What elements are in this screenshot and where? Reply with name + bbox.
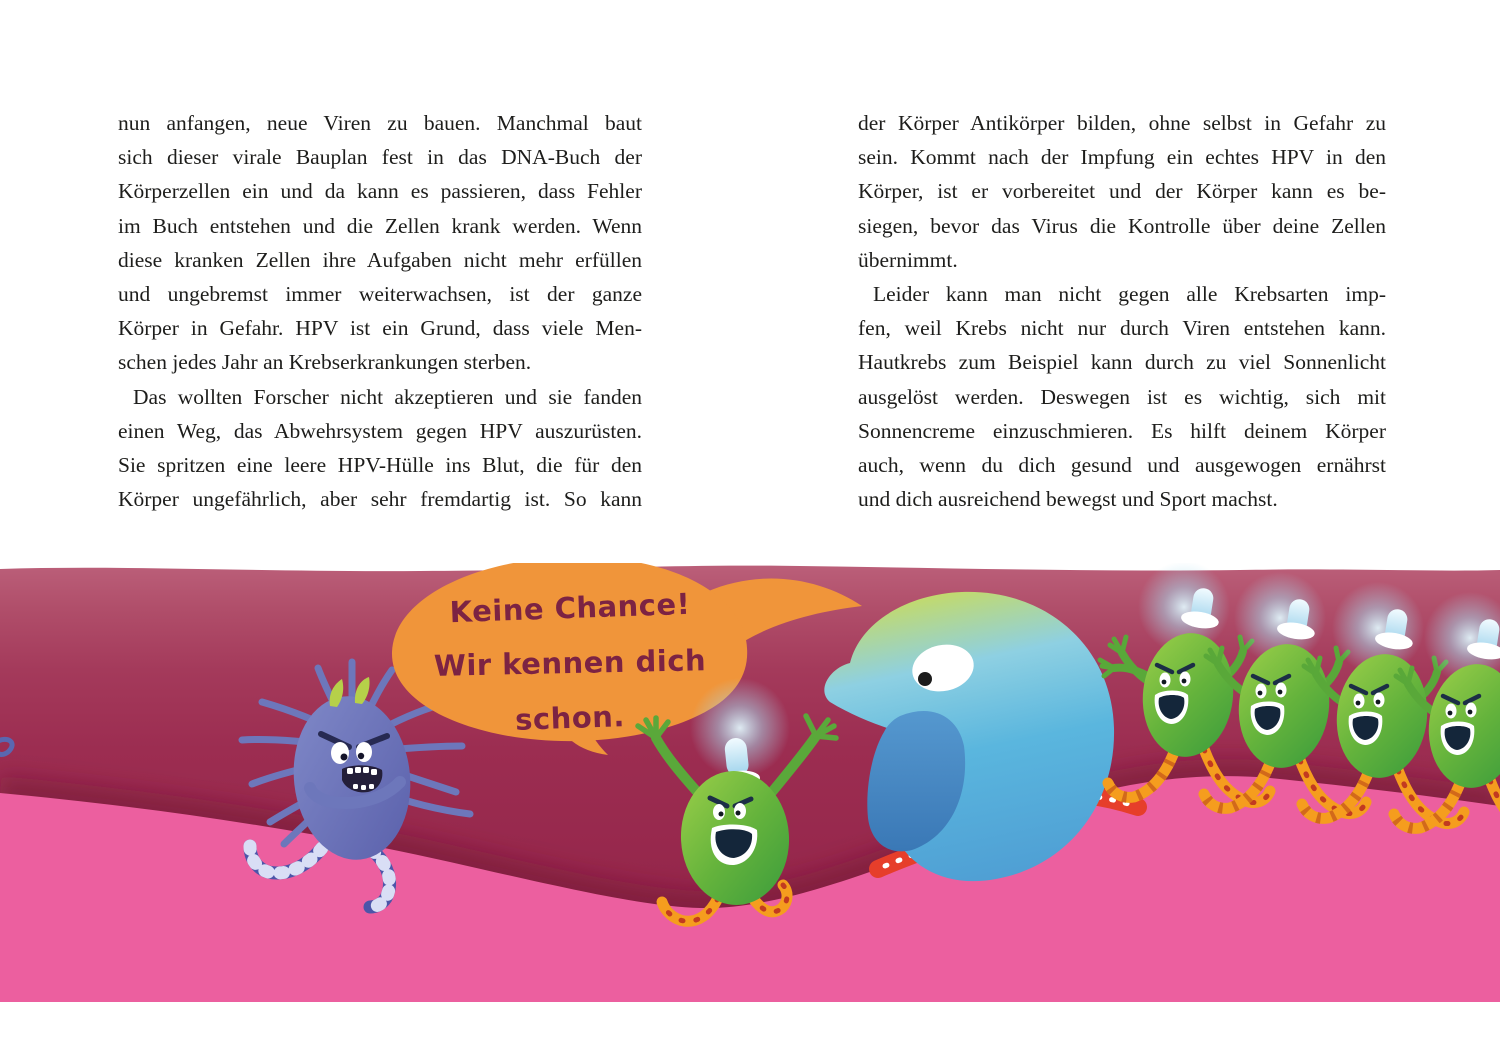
text-line: sich dieser virale Bauplan fest in das DNA-Buch der	[118, 145, 642, 170]
text-line: Körper, ist er vorbereitet und der Körper kann es be-	[858, 179, 1386, 204]
illustration-band	[0, 563, 1500, 1003]
illustration-svg	[0, 563, 1500, 1003]
text-line: einen Weg, das Abwehrsystem gegen HPV auszurüsten.	[118, 418, 642, 443]
text-line: ausgelöst werden. Deswegen ist es wichtig, sich mit	[858, 384, 1386, 409]
speech-line: Wir kennen dich	[433, 643, 707, 683]
text-line: Sie spritzen eine leere HPV-Hülle ins Blut, die für den	[118, 453, 642, 478]
text-line: und dich ausreichend bewegst und Sport machst.	[858, 487, 1278, 512]
text-line: schen jedes Jahr an Krebserkrankungen sterben.	[118, 350, 532, 375]
text-line: Hautkrebs zum Beispiel kann durch zu viel Sonnenlicht	[858, 350, 1386, 375]
text-line: und ungebremst immer weiterwachsen, ist der ganze	[118, 282, 642, 307]
text-line: siegen, bevor das Virus die Kontrolle über deine Zellen	[858, 213, 1386, 238]
text-line: sein. Kommt nach der Impfung ein echtes HPV in den	[858, 145, 1386, 170]
text-line: Körper in Gefahr. HPV ist ein Grund, dass viele Men-	[118, 316, 642, 341]
text-line: im Buch entstehen und die Zellen krank werden. Wenn	[118, 213, 642, 238]
text-line: Körperzellen ein und da kann es passieren, dass Fehler	[118, 179, 642, 204]
text-line: Sonnencreme einzuschmieren. Es hilft deinem Körper	[858, 418, 1386, 443]
speech-bubble-text	[420, 581, 720, 746]
left-text-column	[118, 106, 642, 516]
text-line: nun anfangen, neue Viren zu bauen. Manchmal baut	[118, 111, 642, 135]
text-line: Leider kann man nicht gegen alle Krebsarten imp-	[873, 282, 1386, 307]
text-line: Das wollten Forscher nicht akzeptieren und sie fanden	[133, 384, 642, 409]
right-text-column	[858, 106, 1386, 516]
text-line: fen, weil Krebs nicht nur durch Viren entstehen kann.	[858, 316, 1386, 341]
text-line: auch, wenn du dich gesund und ausgewogen ernährst	[858, 453, 1386, 478]
text-line: der Körper Antikörper bilden, ohne selbst in Gefahr zu	[858, 111, 1386, 135]
speech-line: schon.	[514, 699, 626, 737]
text-line: diese kranken Zellen ihre Aufgaben nicht mehr erfüllen	[118, 247, 642, 272]
text-line: übernimmt.	[858, 247, 958, 272]
text-line: Körper ungefährlich, aber sehr fremdartig ist. So kann	[118, 487, 642, 512]
speech-line: Keine Chance!	[449, 586, 691, 630]
